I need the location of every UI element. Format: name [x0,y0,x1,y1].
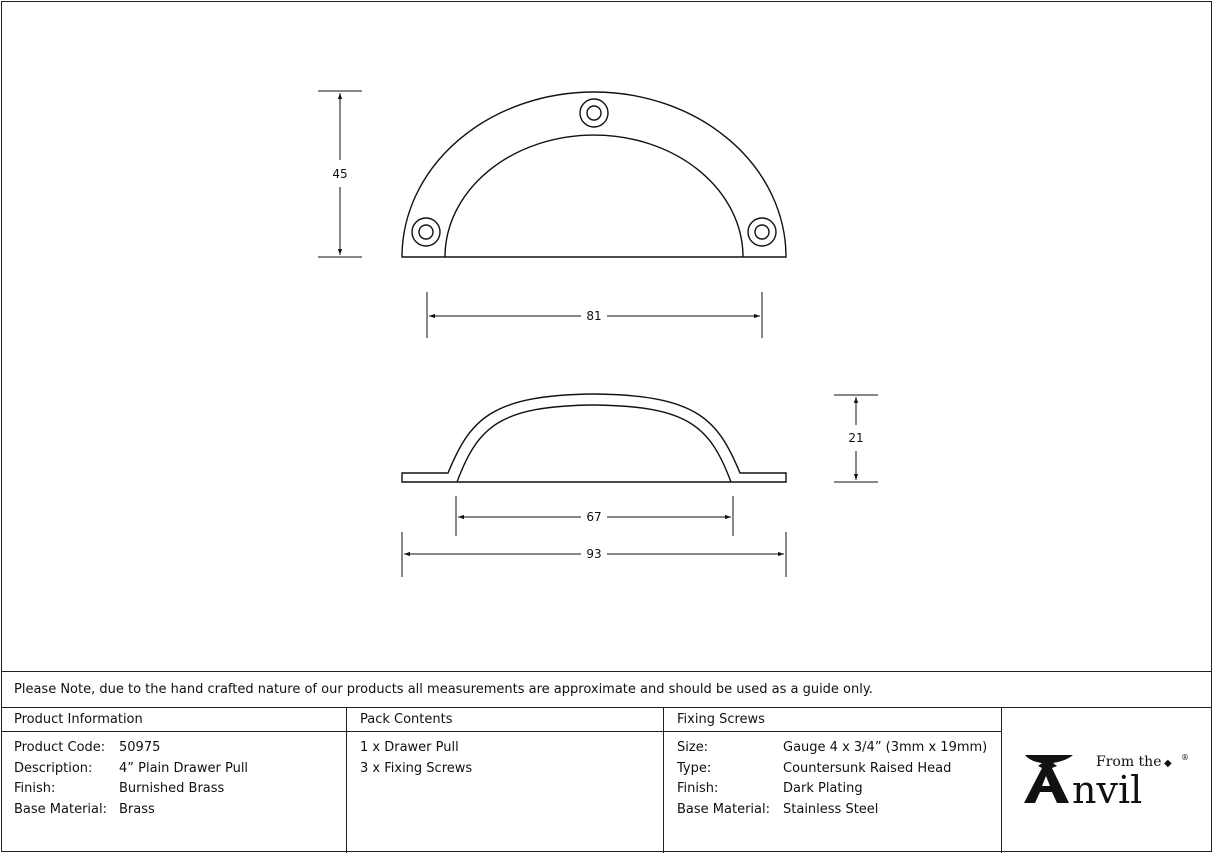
logo-registered-mark: ® [1181,753,1189,762]
pack-item: 3 x Fixing Screws [360,760,473,776]
screw-hole-left [412,218,440,246]
pack-item: 1 x Drawer Pull [360,740,459,755]
dimension-side-total-width-label: 93 [586,547,602,561]
pack-contents-column [347,708,664,853]
product-info-heading: Product Information [1,708,346,732]
anvil-icon [1024,755,1073,803]
screw-material-row [664,800,1001,821]
screw-finish-row [664,779,1001,800]
screw-hole-top [580,99,608,127]
side-view-inner-curve [457,405,731,482]
product-code-value: 50975 [119,740,161,755]
fixing-screws-heading: Fixing Screws [664,708,1001,732]
finish-value: Burnished Brass [119,781,225,797]
screw-finish-value: Dark Plating [783,781,863,797]
description-label: Description: [14,760,93,776]
screw-material-value: Stainless Steel [783,802,879,818]
screw-type-label: Type: [677,760,712,776]
top-view [402,92,786,257]
screw-type-value: Countersunk Raised Head [783,760,952,776]
logo-anvil-word: nvil [1072,768,1143,812]
product-info-column [1,708,347,853]
measurement-note: Please Note, due to the hand crafted nature of our products all measurements are approximate and should be used as a guide only. [1,671,1212,708]
screw-type-row [664,759,1001,780]
logo-small-text: From the [1096,754,1162,770]
from-the-anvil-logo [1001,708,1212,853]
finish-row [1,779,346,800]
screw-size-row [664,738,1001,759]
side-view [402,394,786,482]
base-material-row [1,800,346,821]
pack-contents-heading: Pack Contents [347,708,663,732]
product-code-label: Product Code: [14,740,106,755]
screw-material-label: Base Material: [677,802,770,818]
base-material-value: Brass [119,802,155,818]
dimension-side-height-label: 21 [848,431,864,445]
description-value: 4” Plain Drawer Pull [119,760,249,776]
screw-finish-label: Finish: [677,781,719,797]
info-table [1,707,1212,853]
fixing-screws-column [664,708,1002,853]
description-row [1,759,346,780]
dimension-side-inner-width-label: 67 [586,510,602,524]
top-view-outer-outline [402,92,786,257]
product-code-row [1,738,346,759]
base-material-label: Base Material: [14,802,107,818]
screw-size-label: Size: [677,740,709,755]
finish-label: Finish: [14,781,56,797]
screw-hole-right [748,218,776,246]
top-view-inner-cup [445,135,743,257]
screw-size-value: Gauge 4 x 3/4” (3mm x 19mm) [783,740,988,755]
dimension-top-width-label: 81 [586,309,602,323]
side-view-outline [402,394,786,482]
logo-diamond-icon: ◆ [1164,758,1172,769]
dimension-top-height-label: 45 [332,167,348,181]
